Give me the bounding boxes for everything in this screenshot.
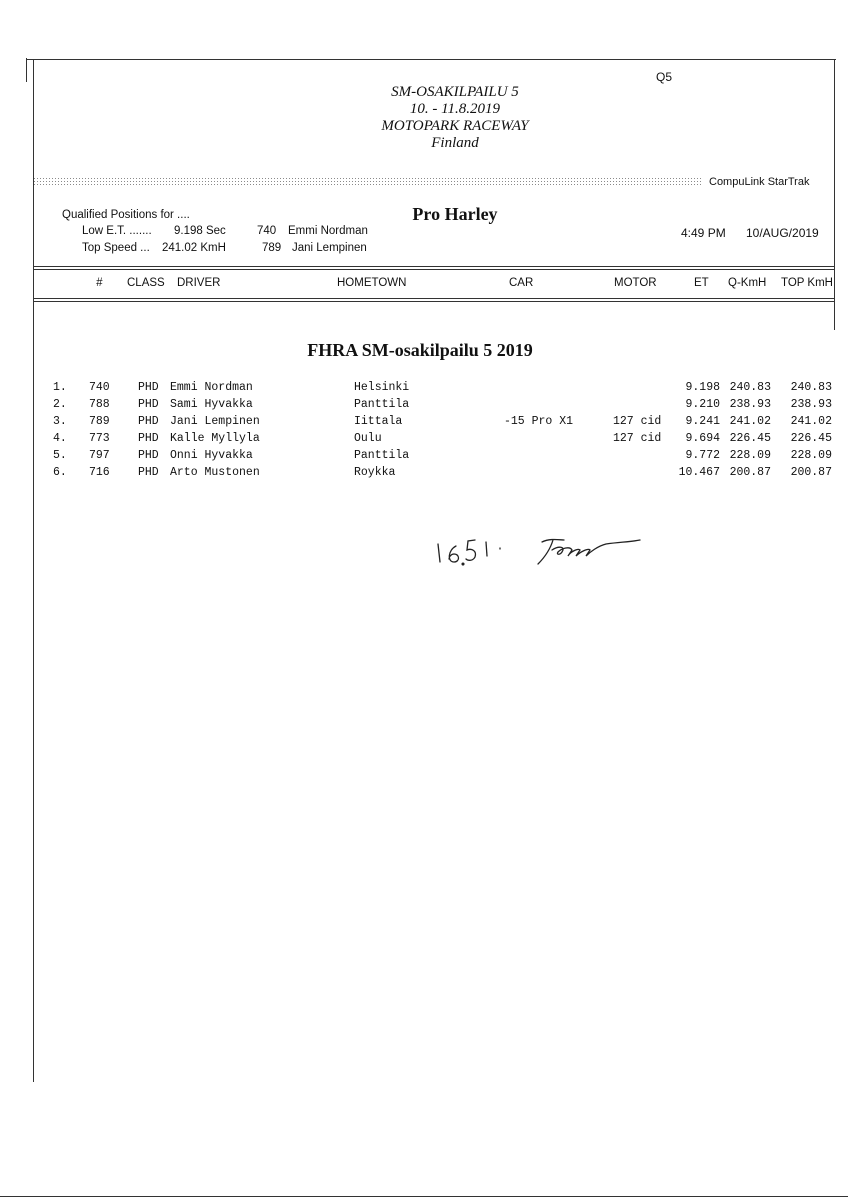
table-row <box>0 466 848 483</box>
car-number: 788 <box>89 398 110 411</box>
event-header <box>300 84 610 152</box>
et: 9.210 <box>685 398 720 411</box>
event-venue: MOTOPARK RACEWAY <box>381 118 529 134</box>
car-number: 773 <box>89 432 110 445</box>
low-et-value: 9.198 Sec <box>174 225 226 237</box>
driver: Kalle Myllyla <box>170 432 260 445</box>
qualified-label: Qualified Positions for .... <box>62 209 190 221</box>
car: -15 Pro X1 <box>504 415 574 428</box>
table-row <box>0 381 848 398</box>
driver: Sami Hyvakka <box>170 398 253 411</box>
event-country: Finland <box>431 135 479 151</box>
event-title: FHRA SM-osakilpailu 5 2019 <box>307 340 533 360</box>
class: PHD <box>138 398 159 411</box>
col-motor: MOTOR <box>614 277 657 289</box>
class: PHD <box>138 415 159 428</box>
col-qkmh: Q-KmH <box>728 277 767 289</box>
table-row <box>0 432 848 449</box>
q-kmh: 200.87 <box>729 466 771 479</box>
header-line-top <box>33 266 835 267</box>
col-topkmh: TOP KmH <box>781 277 833 289</box>
header-line-bottom-2 <box>33 301 835 302</box>
class-title: Pro Harley <box>412 204 498 224</box>
table-row <box>0 415 848 432</box>
print-time: 4:49 PM <box>681 226 726 240</box>
class: PHD <box>138 381 159 394</box>
top-speed-driver: Jani Lempinen <box>292 242 367 254</box>
handwritten-signature <box>430 528 650 572</box>
et: 10.467 <box>678 466 720 479</box>
dotted-separator <box>33 177 701 186</box>
col-hometown: HOMETOWN <box>337 277 407 289</box>
car-number: 789 <box>89 415 110 428</box>
page-bottom-line <box>0 1196 848 1197</box>
top-kmh: 241.02 <box>790 415 832 428</box>
low-et-driver: Emmi Nordman <box>288 225 368 237</box>
hometown: Panttila <box>354 398 410 411</box>
q-kmh: 238.93 <box>729 398 771 411</box>
low-et-label: Low E.T. ....... <box>82 225 152 237</box>
q-kmh: 226.45 <box>729 432 771 445</box>
event-dates: 10. - 11.8.2019 <box>409 101 501 117</box>
et: 9.198 <box>685 381 720 394</box>
top-border <box>26 59 836 60</box>
motor: 127 cid <box>613 415 662 428</box>
class: PHD <box>138 432 159 445</box>
et: 9.772 <box>685 449 720 462</box>
header-line-top-2 <box>33 269 835 270</box>
hometown: Iittala <box>354 415 403 428</box>
q-kmh: 241.02 <box>729 415 771 428</box>
hometown: Helsinki <box>354 381 410 394</box>
top-kmh: 240.83 <box>790 381 832 394</box>
col-car: CAR <box>509 277 534 289</box>
et: 9.694 <box>685 432 720 445</box>
col-et: ET <box>694 277 709 289</box>
pos: 1. <box>53 381 67 394</box>
driver: Onni Hyvakka <box>170 449 253 462</box>
hometown: Panttila <box>354 449 410 462</box>
pos: 6. <box>53 466 67 479</box>
hometown: Roykka <box>354 466 396 479</box>
q-kmh: 228.09 <box>729 449 771 462</box>
hometown: Oulu <box>354 432 382 445</box>
top-speed-number: 789 <box>262 242 282 254</box>
col-num: # <box>96 277 103 289</box>
driver: Jani Lempinen <box>170 415 260 428</box>
top-kmh: 228.09 <box>790 449 832 462</box>
page-code: Q5 <box>656 70 673 84</box>
right-border <box>834 60 835 330</box>
driver: Arto Mustonen <box>170 466 260 479</box>
motor: 127 cid <box>613 432 662 445</box>
table-row <box>0 398 848 415</box>
class: PHD <box>138 466 159 479</box>
pos: 4. <box>53 432 67 445</box>
et: 9.241 <box>685 415 720 428</box>
car-number: 797 <box>89 449 110 462</box>
q-kmh: 240.83 <box>729 381 771 394</box>
top-kmh: 200.87 <box>790 466 832 479</box>
car-number: 740 <box>89 381 110 394</box>
table-row <box>0 449 848 466</box>
driver: Emmi Nordman <box>170 381 253 394</box>
car-number: 716 <box>89 466 110 479</box>
system-label: CompuLink StarTrak <box>709 176 810 188</box>
top-kmh: 226.45 <box>790 432 832 445</box>
top-kmh: 238.93 <box>790 398 832 411</box>
event-name: SM-OSAKILPAILU 5 <box>391 84 519 100</box>
pos: 2. <box>53 398 67 411</box>
left-margin-line-2 <box>26 58 27 82</box>
left-margin-line <box>33 60 34 1082</box>
class: PHD <box>138 449 159 462</box>
low-et-number: 740 <box>257 225 277 237</box>
top-speed-value: 241.02 KmH <box>162 242 226 254</box>
pos: 3. <box>53 415 67 428</box>
print-date: 10/AUG/2019 <box>746 226 819 240</box>
col-driver: DRIVER <box>177 277 221 289</box>
col-class: CLASS <box>127 277 165 289</box>
pos: 5. <box>53 449 67 462</box>
top-speed-label: Top Speed ... <box>82 242 150 254</box>
header-line-bottom <box>33 298 835 299</box>
